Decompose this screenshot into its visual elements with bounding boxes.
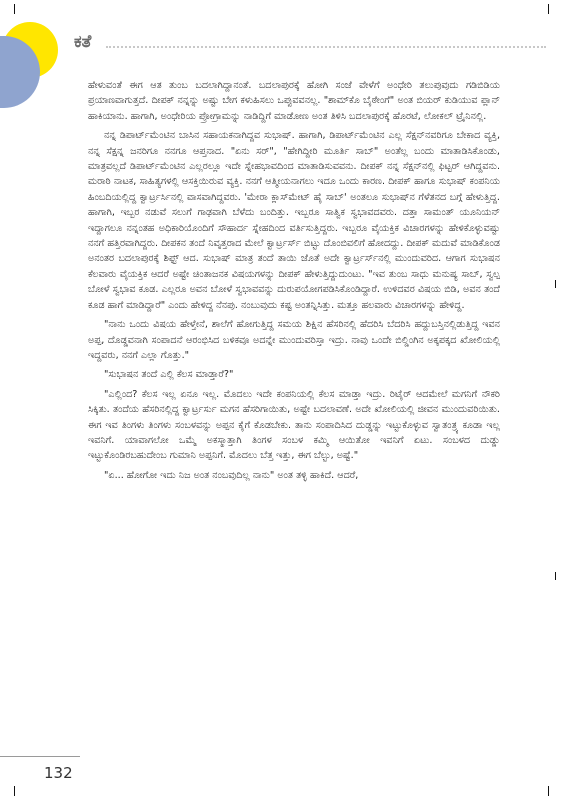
crop-mark <box>555 280 556 288</box>
crop-mark <box>14 4 15 14</box>
paragraph: "ಸುಭಾಷನ ತಂದೆ ಎಲ್ಲಿ ಕೆಲಸ ಮಾಡ್ತಾರೆ?" <box>104 369 234 381</box>
crop-mark <box>555 572 556 580</box>
paragraph: "ನಾನು ಒಂದು ವಿಷಯ ಹೇಳ್ತೇನೆ, ಶಾಲೆಗೆ ಹೋಗುತ್ತಿದ್ದ ಸಮಯ ಶಿಕ್ಷಿನ ಹೆಸರಿನಲ್ಲಿ ಹೆದರಿಸಿ ಬೆದರಿಸಿ ಹದ್ದುಬಸ್ತಿನಲ್ಲಿಡುತ್ತಿದ್ದ ಇವನ ಅಪ್ಪ, ದೊಡ್ಡವನಾಗಿ ಸಂಪಾದನೆ ಆರಂಭಿಸಿದ ಬಳಿಕವೂ ಅದನ್ನೇ ಮುಂದುವರಿಸ್ತಾ ಇದ್ರು. ನಾವು ಒಂದೇ ಬಿಲ್ಡಿಂಗಿನ ಅಕ್ಕಪಕ್ಕದ ಖೋಲಿಯಲ್ಲಿ ಇದ್ದವರು, ನನಗೆ ಎಲ್ಲಾ ಗೊತ್ತು." <box>88 319 500 361</box>
story-body <box>88 78 500 483</box>
paragraph: "ಎಲ್ಲಿಂದ? ಕೆಲಸ ಇಲ್ಲ ಏನೂ ಇಲ್ಲ. ಮೊದಲು ಇದೇ ಕಂಪನಿಯಲ್ಲಿ ಕೆಲಸ ಮಾಡ್ತಾ ಇದ್ರು. ರಿಟೈರ್ ಆದಮೇಲೆ ಮಗನಿಗೆ ನೌಕರಿ ಸಿಕ್ಕಿತು. ತಂದೆಯ ಹೆಸರಿನಲ್ಲಿದ್ದ ಕ್ವಾರ್ಟ್ರರ್ಸು ಮಗನ ಹೆಸರಿಗಾಯಿತು, ಅಷ್ಟೇ ಬದಲಾವಣೆ. ಅದೇ ಖೋಲಿಯಲ್ಲಿ ಜೀವನ ಮುಂದುವರಿಯಿತು. ಈಗ ಇವ ತಿಂಗಳು ತಿಂಗಳು ಸಂಬಳವನ್ನು ಅಪ್ಪನ ಕೈಗೆ ಕೊಡಬೇಕು. ತಾನು ಸಂಪಾದಿಸಿದ ದುಡ್ಡನ್ನು ಇಟ್ಟುಕೊಳ್ಳುವ ಸ್ವಾತಂತ್ರ್ಯ ಕೂಡಾ ಇಲ್ಲ ಇವನಿಗೆ. ಯಾವಾಗಲೋ ಒಮ್ಮೆ ಅಕಸ್ಮಾತ್ತಾಗಿ ತಿಂಗಳ ಸಂಬಳ ಕಮ್ಮಿ ಆಯಿತೋ ಇವನಿಗೆ ಏಟು. ಸಂಬಳದ ದುಡ್ಡು ಇಟ್ಟುಕೊಂಡಿರಬಹುದೇಂಬ ಗುಮಾನಿ ಅಪ್ಪನಿಗೆ. ಮೊದಲು ಬೆತ್ತ ಇತ್ತು, ಈಗ ಬೆಲ್ಟು, ಅಷ್ಟೆ." <box>88 388 500 462</box>
page-number: 132 <box>44 764 73 782</box>
paragraph: ನನ್ನ ಡಿಪಾರ್ಟ್‌ಮೆಂಟಿನ ಬಾಸಿನ ಸಹಾಯಕನಾಗಿದ್ದವ ಸುಭಾಷ್. ಹಾಗಾಗಿ, ಡಿಪಾರ್ಟ್‌ಮೆಂಟಿನ ಎಲ್ಲ ಸೆಕ್ಷನ್‌ನವರಿಗೂ ಬೇಕಾದ ವ್ಯಕ್ತಿ, ನನ್ನ ಸೆಕ್ಷನ್ನ ಜನರಿಗೂ ನನಗೂ ಆಪ್ತನಾದ. "ಏನು ಸರ್", "ಹೇಗಿದ್ದೀರಿ ಮೂರ್ತಿ ಸಾಬ್" ಅಂತೆಲ್ಲ ಬಂದು ಮಾತಾಡಿಸಿಕೊಂಡು, ಮಾತ್ರವಲ್ಲದೆ ಡಿಪಾರ್ಟ್‌ಮೆಂಟಿನ ಎಲ್ಲರಲ್ಲೂ ಇದೇ ಸ್ನೇಹಭಾವದಿಂದ ಮಾತಾಡಿಸುವವನು. ದೀಪಕ್ ನನ್ನ ಸೆಕ್ಷನ್‌ನಲ್ಲಿ ಫಿಟ್ಟರ್ ಆಗಿದ್ದವನು. ಮರಾಠಿ ನಾಟಕ, ಸಾಹಿತ್ಯಗಳಲ್ಲಿ ಆಸಕ್ತಿಯಿರುವ ವ್ಯಕ್ತಿ. ನನಗೆ ಆತ್ಮೀಯನಾಗಲು ಇದೂ ಒಂದು ಕಾರಣ. ದೀಪಕ್ ಹಾಗೂ ಸುಭಾಷ್ ಕಂಪನಿಯ ಹಿಂಬದಿಯಲ್ಲಿದ್ದ ಕ್ವಾರ್ಟ್ರರ್ಸಿನಲ್ಲಿ ವಾಸವಾಗಿದ್ದವರು. 'ಮೇರಾ ಕ್ಲಾಸ್‌ಮೇಟ್ ಹೈ ಸಾಬ್' ಅಂತಲೂ ಸುಭಾಷ್‌ನ ಗೆಳೆತನದ ಬಗ್ಗೆ ಹೇಳುತ್ತಿದ್ದ. ಹಾಗಾಗಿ, ಇಬ್ಬರ ನಡುವೆ ಸಲುಗೆ ಗಾಢವಾಗಿ ಬೆಳೆದು ಬಂದಿತ್ತು. ಇಬ್ಬರೂ ಸಾತ್ವಿಕ ಸ್ವಭಾವದವರು. ದತ್ತಾ ಸಾಮಂತ್ ಯೂನಿಯನ್ ಇದ್ದಾಗಲೂ ನನ್ನಂತಹ ಅಧಿಕಾರಿಯೊಂದಿಗೆ ಸೌಹಾರ್ದ ಸ್ನೇಹದಿಂದ ವರ್ತಿಸುತ್ತಿದ್ದರು. ಇಬ್ಬರೂ ವೈಯಕ್ತಿಕ ವಿಚಾರಗಳನ್ನು ಹೇಳಿಕೊಳ್ಳುವಷ್ಟು ನನಗೆ ಹತ್ತಿರವಾಗಿದ್ದರು. ದೀಪಕನ ತಂದೆ ನಿವೃತ್ತರಾದ ಮೇಲೆ ಕ್ವಾರ್ಟ್ರರ್ಸ್ ಬಿಟ್ಟು ದೊಂಬಿವಲಿಗೆ ಹೋದದ್ದು. ದೀಪಕ್ ಮದುವೆ ಮಾಡಿಕೊಂಡ ಅನಂತರ ಬದಲಾಪುರಕ್ಕೆ ಶಿಫ್ಟ್ ಆದ. ಸುಭಾಷ್ ಮಾತ್ರ ತಂದೆ ತಾಯಿ ಜೊತೆ ಅದೇ ಕ್ವಾರ್ಟ್ರರ್ಸ್‌ನಲ್ಲಿ ಮುಂದುವರಿದ. ಆಗಾಗ ಸುಭಾಷನ ಕೆಲವಾರು ವೈಯಕ್ತಿಕ ಆದರೆ ಅಷ್ಟೇ ಚಿಂತಾಜನಕ ವಿಷಯಗಳನ್ನು ದೀಪಕ್ ಹೇಳುತ್ತಿದ್ದುದುಂಟು. "ಇವ ತುಂಬ ಸಾಧು ಮನುಷ್ಯ ಸಾಬ್, ಸ್ವಲ್ಪ ಬೋಳೆ ಸ್ವಭಾವ ಕೂಡ. ಎಲ್ಲರೂ ಅವನ ಬೋಳೆ ಸ್ವಭಾವವನ್ನು ದುರುಪಯೋಗಪಡಿಸಿಕೊಂಡಿದ್ದಾರೆ. ಉಳಿದವರ ವಿಷಯ ಬಿಡಿ, ಅವನ ತಂದೆ ಕೂಡ ಹಾಗೆ ಮಾಡಿದ್ದಾರೆ" ಎಂದು ಹೇಳಿದ್ದ ನೆನಪು. ನಂಬುವುದು ಕಷ್ಟ ಅಂತನ್ನಿಸಿತ್ತು. ಮತ್ತೂ ಹಲವಾರು ವಿಚಾರಗಳನ್ನು ಹೇಳಿದ್ದ. <box>88 130 500 311</box>
section-title: ಕತೆ <box>74 32 92 52</box>
crop-mark <box>548 4 549 14</box>
paragraph: "ಏ... ಹೋಗೋ ಇದು ನಿಜ ಅಂತ ನಂಬವುದಿಲ್ಲ ನಾನು" ಅಂತ ತಳ್ಳಿ ಹಾಕಿದೆ. ಆದರೆ, <box>104 469 359 481</box>
footer-rule <box>0 756 80 757</box>
paragraph: ಹೇಳುವಂತೆ ಈಗ ಆತ ತುಂಬ ಬದಲಾಗಿದ್ದಾನಂತೆ. ಬದಲಾಪುರಕ್ಕೆ ಹೋಗಿ ಸಂಜೆ ವೇಳೆಗೆ ಅಂಧೇರಿ ತಲುಪುವುದು ಗಡಿಬಿಡಿಯ ಪ್ರಯಾಣವಾಗುತ್ತದೆ. ದೀಪಕ್ ನನ್ನನ್ನು ಅಷ್ಟು ಬೇಗ ಕಳುಹಿಸಲು ಒಪ್ಪುವವನಲ್ಲ. "ಶಾಮ್‌ಕೊ ಬೈಠೇಂಗೆ" ಅಂತ ಬಿಯರ್ ಕುಡಿಯುವ ಪ್ಲಾನ್ ಹಾಕಿಯಾನು. ಹಾಗಾಗಿ, ಅಂಧೇರಿಯ ಪ್ರೋಗ್ರಾಮನ್ನು ನಾಡಿದ್ದಿಗೆ ಮಾಡೋಣ ಅಂತ ತಿಳಿಸಿ ಬದಲಾಪುರಕ್ಕೆ ಹೊರಟೆ, ಲೋಕಲ್ ಟ್ರೈನಿನಲ್ಲಿ. <box>88 80 500 122</box>
crop-mark <box>14 786 15 796</box>
crop-mark <box>548 786 549 796</box>
header-dotted-rule <box>106 46 546 48</box>
